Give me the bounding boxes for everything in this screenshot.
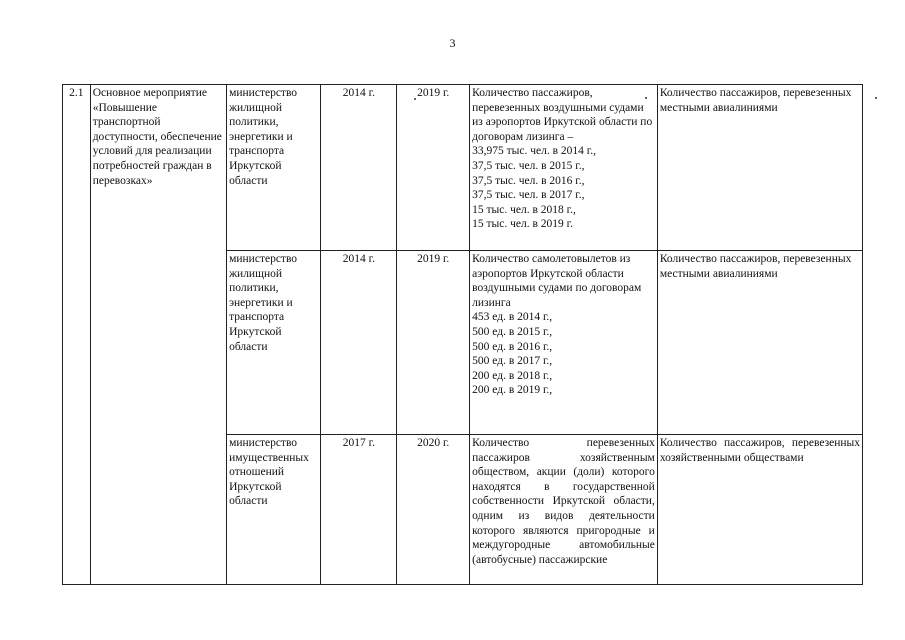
indicator-line: 37,5 тыс. чел. в 2016 г., (472, 174, 585, 187)
end-year-cell: 2019 г. (397, 85, 470, 251)
indicator-line: 500 ед. в 2015 г., (472, 325, 553, 338)
start-year-cell: 2017 г. (321, 435, 397, 585)
responsible-cell: министерство жилищной политики, энергетики и транспорта Иркутской области (227, 85, 321, 251)
end-year-cell: 2019 г. (397, 251, 470, 435)
indicator-line: 15 тыс. чел. в 2018 г., (472, 203, 576, 216)
scan-speck (875, 97, 877, 99)
event-name-cell: Основное мероприятие «Повышение транспортной доступности, обеспечение условий для реализации потребностей граждан в перевозках» (90, 85, 226, 585)
start-year-cell: 2014 г. (321, 251, 397, 435)
result-cell: Количество пассажиров, перевезенных хозяйственными обществами (657, 435, 862, 585)
start-year-cell: 2014 г. (321, 85, 397, 251)
scan-speck (414, 98, 416, 100)
page-number: 3 (449, 36, 456, 50)
indicator-line: 500 ед. в 2017 г., (472, 355, 553, 368)
table-row (63, 85, 863, 251)
indicator-line: 15 тыс. чел. в 2019 г. (472, 218, 573, 231)
scan-speck (645, 97, 647, 99)
row-number-cell: 2.1 (63, 85, 91, 585)
indicator-line: Количество перевезенных пассажиров хозяйственным обществом, акции (доли) которого находятся в государственной собственности Иркутской области, одним из видов деятельности которого являются пригородные и междугородные автомобильные (автобусные) пассажирские (472, 437, 655, 566)
indicator-line: Количество пассажиров, перевезенных воздушными судами из аэропортов Иркутской области по договорам лизинга – (472, 87, 653, 143)
end-year-cell: 2020 г. (397, 435, 470, 585)
responsible-cell: министерство жилищной политики, энергетики и транспорта Иркутской области (227, 251, 321, 435)
indicator-line: 200 ед. в 2018 г., (472, 369, 553, 382)
indicator-cell (470, 85, 658, 251)
responsible-cell: министерство имущественных отношений Иркутской области (227, 435, 321, 585)
result-cell: Количество пассажиров, перевезенных местными авиалиниями (657, 251, 862, 435)
activities-table (62, 84, 863, 585)
indicator-line: 37,5 тыс. чел. в 2015 г., (472, 159, 585, 172)
indicator-line: 37,5 тыс. чел. в 2017 г., (472, 189, 585, 202)
indicator-line: 33,975 тыс. чел. в 2014 г., (472, 145, 596, 158)
indicator-cell (470, 435, 658, 585)
indicator-line: 200 ед. в 2019 г., (472, 384, 553, 397)
indicator-line: 500 ед. в 2016 г., (472, 340, 553, 353)
indicator-line: 453 ед. в 2014 г., (472, 311, 553, 324)
indicator-line: Количество самолетовылетов из аэропортов Иркутской области воздушными судами по договорам лизинга (472, 253, 642, 309)
result-cell: Количество пассажиров, перевезенных местными авиалиниями (657, 85, 862, 251)
indicator-cell (470, 251, 658, 435)
